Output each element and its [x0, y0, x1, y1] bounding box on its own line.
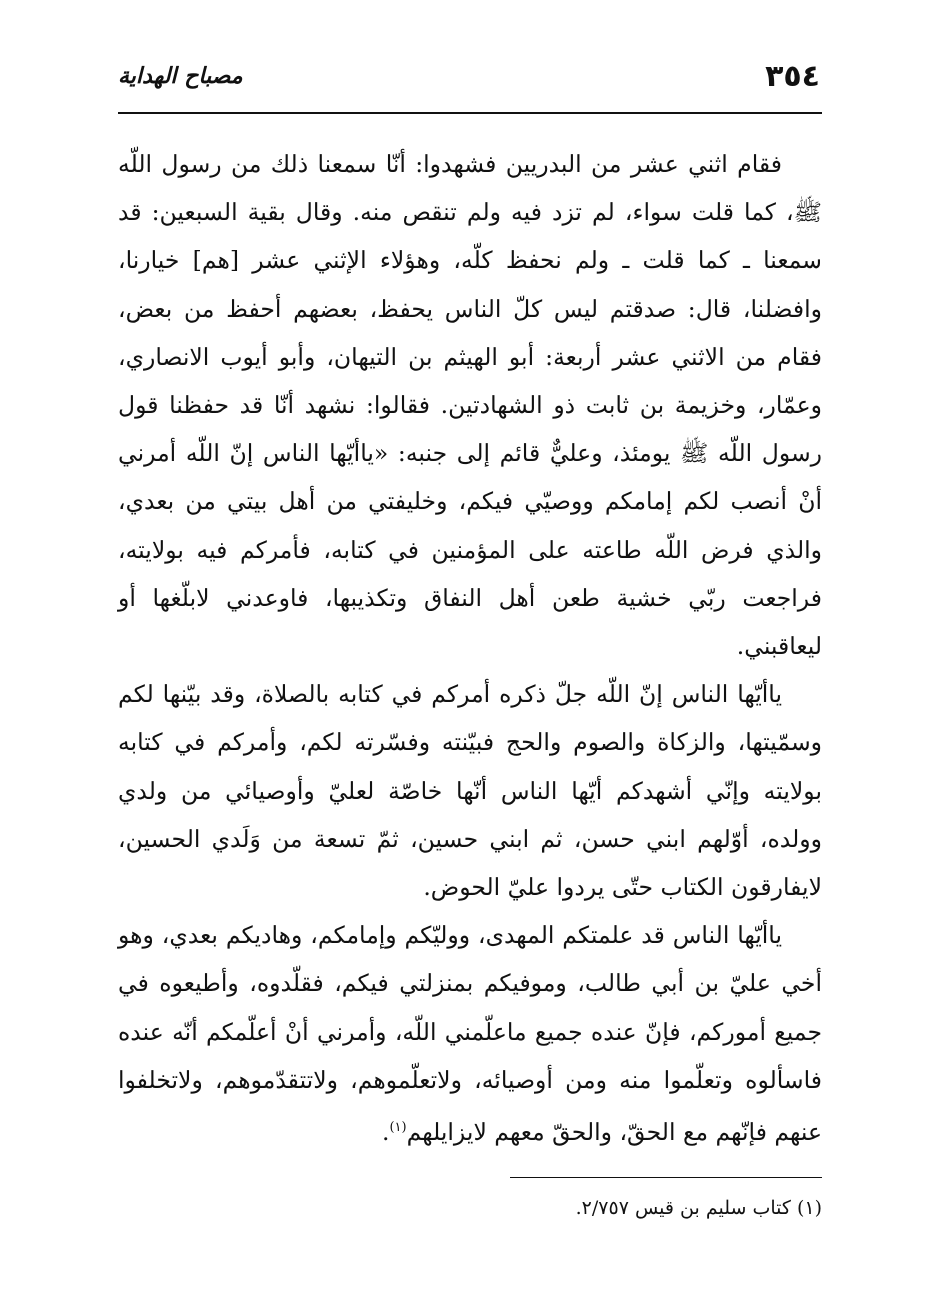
paragraph-text: ياأيّها الناس إنّ اللّه جلّ ذكره أمركم في كتابه بالصلاة، وقد بيّنها لكم وسمّيتها، والزكاة والصوم والحج فبيّنته وفسّرته لكم، وأمركم في كتابه بولايته وإنّي أشهدكم أيّها الناس أنّها خاصّة لعليّ وأوصيائي من ولدي وولده، أوّلهم ابني حسن، ثم ابني حسين، ثمّ تسعة من وَلَدي الحسين، لايفارقون الكتاب حتّى يردوا عليّ الحوض.: [118, 680, 822, 902]
footnote-marker[interactable]: (١): [389, 1120, 407, 1136]
paragraph-text: فقام اثني عشر من البدريين فشهدوا: أنّا سمعنا ذلك من رسول اللّه ﷺ، كما قلت سواء، لم تزد فيه ولم تنقص منه. وقال بقية السبعين: قد سمعنا ـ كما قلت ـ ولم نحفظ كلّه، وهؤلاء الإثني عشر [هم] خيارنا، وافضلنا، قال: صدقتم ليس كلّ الناس يحفظ، بعضهم أحفظ من بعض، فقام من الاثني عشر أربعة: أبو الهيثم بن التيهان، وأبو أيوب الانصاري، وعمّار، وخزيمة بن ثابت ذو الشهادتين. فقالوا: نشهد أنّا قد حفظنا قول رسول اللّه ﷺ يومئذ، وعليٌّ قائم إلى جنبه: «ياأيّها الناس إنّ اللّه أمرني أنْ أنصب لكم إمامكم ووصيّي فيكم، وخليفتي من أهل بيتي من بعدي، والذي فرض اللّه طاعته على المؤمنين في كتابه، فأمركم فيه بولايته، فراجعت ربّي خشية طعن أهل النفاق وتكذيبها، فاوعدني لابلّغها أو ليعاقبني.: [118, 150, 822, 661]
page-number: ٣٥٤: [765, 58, 820, 94]
running-title: مصباح الهداية: [118, 63, 243, 89]
footnote-divider: [510, 1177, 822, 1178]
footnote-text: (١) كتاب سليم بن قيس ٢/٧٥٧.: [575, 1197, 822, 1219]
page-header: [118, 52, 820, 100]
header-divider: [118, 112, 822, 114]
main-text: [118, 140, 822, 1156]
paragraph: [118, 911, 822, 1156]
footnote: [118, 1193, 822, 1223]
paragraph: [118, 670, 822, 911]
closing-mark: .: [381, 1117, 390, 1146]
paragraph: [118, 140, 822, 670]
paragraph-text: ياأيّها الناس قد علمتكم المهدى، ووليّكم وإمامكم، وهاديكم بعدي، وهو أخي عليّ بن أبي طالب، وموفيكم بمنزلتي فيكم، فقلّدوه، وأطيعوه في جميع أموركم، فإنّ عنده جميع ماعلّمني اللّه، وأمرني أنْ أعلّمكم أنّه عنده فاسألوه وتعلّموا منه ومن أوصيائه، ولاتعلّموهم، ولاتتقدّموهم، ولاتخلفوا عنهم فإنّهم مع الحقّ، والحقّ معهم لايزايلهم: [118, 921, 822, 1146]
